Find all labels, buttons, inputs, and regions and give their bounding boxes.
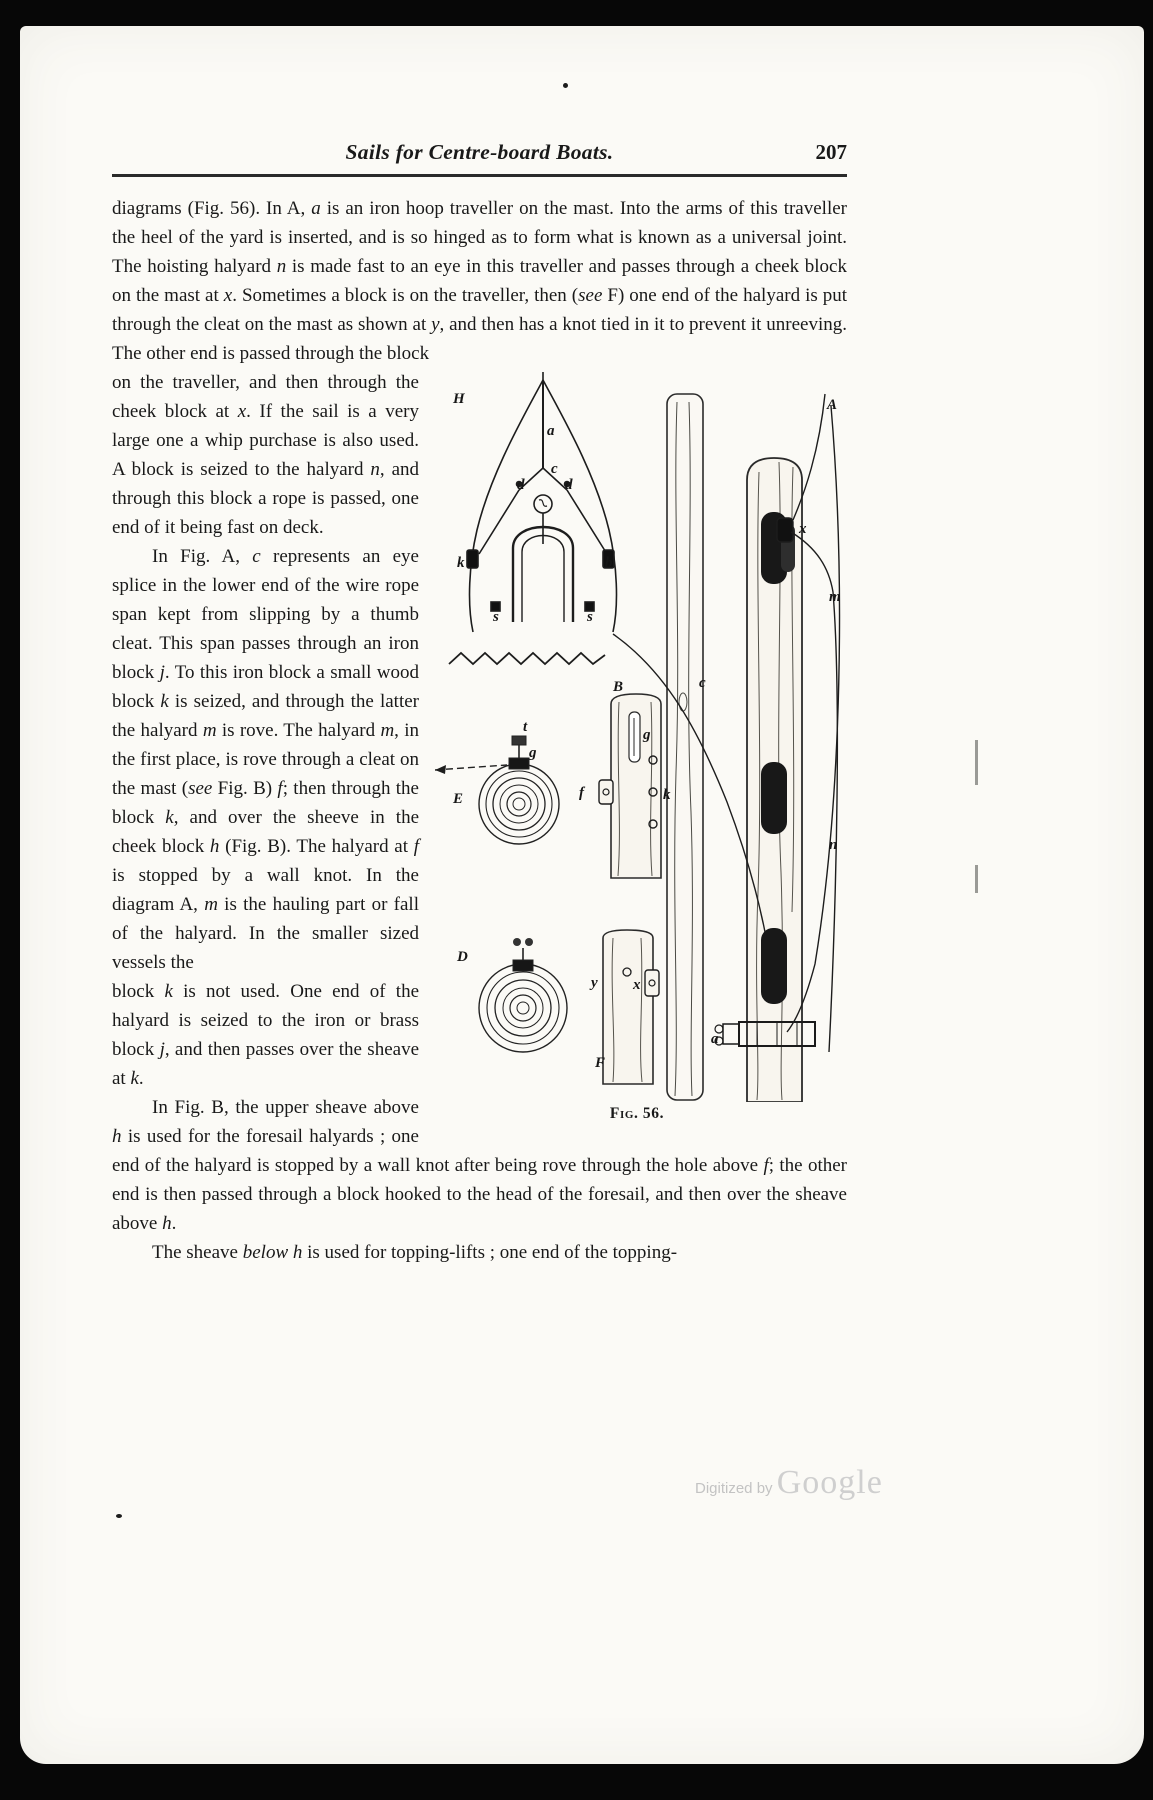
running-title: Sails for Centre-board Boats. (345, 140, 614, 164)
figure-label: f (579, 785, 584, 801)
paragraph-1: diagrams (Fig. 56). In A, a is an iron hoop traveller on the mast. Into the arms of this traveller the heel of the yard is inserted, and is so hinged as to form what is known as a universal joint. The hoisting halyard n is made fast to an eye in this traveller and passes through a cheek block on the mast at x. Sometimes a block is on the traveller, then (see F) one end of the halyard is put through the cleat on the mast as shown at y, and then has a knot tied in it to prevent it unreeving. The other end is passed through the block (112, 198, 848, 364)
figure-56 (427, 372, 847, 1130)
cleat-x (645, 970, 659, 996)
figure-label: m (829, 589, 841, 605)
figure-label: B (613, 679, 624, 695)
figure-label: s (587, 609, 593, 625)
scan-artifact-line (975, 865, 978, 893)
google-logo: Google (776, 1464, 883, 1501)
mast-block-middle (761, 762, 787, 834)
figure-label: D (457, 949, 468, 965)
figure-label: d (565, 477, 573, 493)
figure-label: c (551, 461, 558, 477)
scan-speck (116, 1514, 122, 1518)
figure-label: k (457, 555, 465, 571)
cleat-f (599, 780, 613, 804)
figure-label: c (699, 675, 706, 691)
thin-mast (667, 394, 703, 1100)
page-content (112, 140, 847, 1267)
figure-label: d (517, 477, 525, 493)
page-number: 207 (815, 140, 847, 164)
cheek-block (777, 518, 793, 542)
header-rule (112, 174, 847, 177)
figure-label: E (453, 791, 464, 807)
mast-section-B (599, 694, 661, 878)
figure-label: n (829, 837, 838, 853)
mast-block-lower (761, 928, 787, 1004)
paragraph-3: In Fig. A, c represents an eye splice in the lower end of the wire rope span kept from slipping by a thumb cleat. This span passes through an iron block j. To this iron block a small wood block k is seized, and through the latter the halyard m is rove. The halyard m, in the first place, is rove through a cleat on the mast (see Fig. B) f; then through the block k, and over the sheeve in the cheek block h (Fig. B). The halyard at f is stopped by a wall knot. In the diagram A, m is the hauling part or fall of the halyard. In the smaller sized vessels the (112, 546, 420, 973)
figure-label: g (643, 727, 651, 743)
page-header (112, 140, 847, 165)
figure-label: A (827, 397, 838, 413)
figure-label: y (591, 975, 598, 991)
figure-label: t (523, 719, 528, 735)
figure-label: b (605, 555, 613, 571)
scan-speck (563, 83, 568, 88)
rope-coil-D (479, 938, 567, 1052)
figure-label: F (595, 1055, 606, 1071)
figure-label: x (633, 977, 641, 993)
figure-caption: Fig. 56. (609, 1105, 665, 1122)
paragraph-5: In Fig. B, the upper sheave above h is used for the foresail halyards ; one end of the halyard is stopped by a wall knot after being rove through the hole above f; the other end is then passed through a block hooked to the head of the foresail, and then over the sheave above h. (112, 1097, 847, 1234)
watermark-prefix: Digitized by (695, 1480, 777, 1497)
page-sheet (20, 26, 1144, 1764)
rope-coil-E (435, 736, 559, 844)
figure-label: H (453, 391, 465, 407)
paragraph-2: on the traveller, and then through the cheek block at x. If the sail is a very large one a whip purchase is also used. A block is seized to the halyard n, and through this block a rope is passed, one end of it being fast on deck. (112, 372, 420, 538)
paragraph-4: block k is not used. One end of the halyard is seized to the iron or brass block j, and then passes over the sheave at k. (112, 981, 420, 1089)
figure-label: g (529, 745, 537, 761)
mast-section-F (603, 930, 659, 1084)
main-mast (715, 458, 815, 1102)
body-text (112, 194, 847, 1267)
figure-label: a (711, 1031, 719, 1047)
figure-label: k (663, 787, 671, 803)
digitized-watermark (695, 1464, 883, 1502)
figure-label: a (547, 423, 555, 439)
figure-label: x (799, 521, 807, 537)
figure-label: s (493, 609, 499, 625)
paragraph-6: The sheave below h is used for topping-lifts ; one end of the topping- (152, 1242, 678, 1263)
scan-artifact-line (975, 740, 978, 785)
